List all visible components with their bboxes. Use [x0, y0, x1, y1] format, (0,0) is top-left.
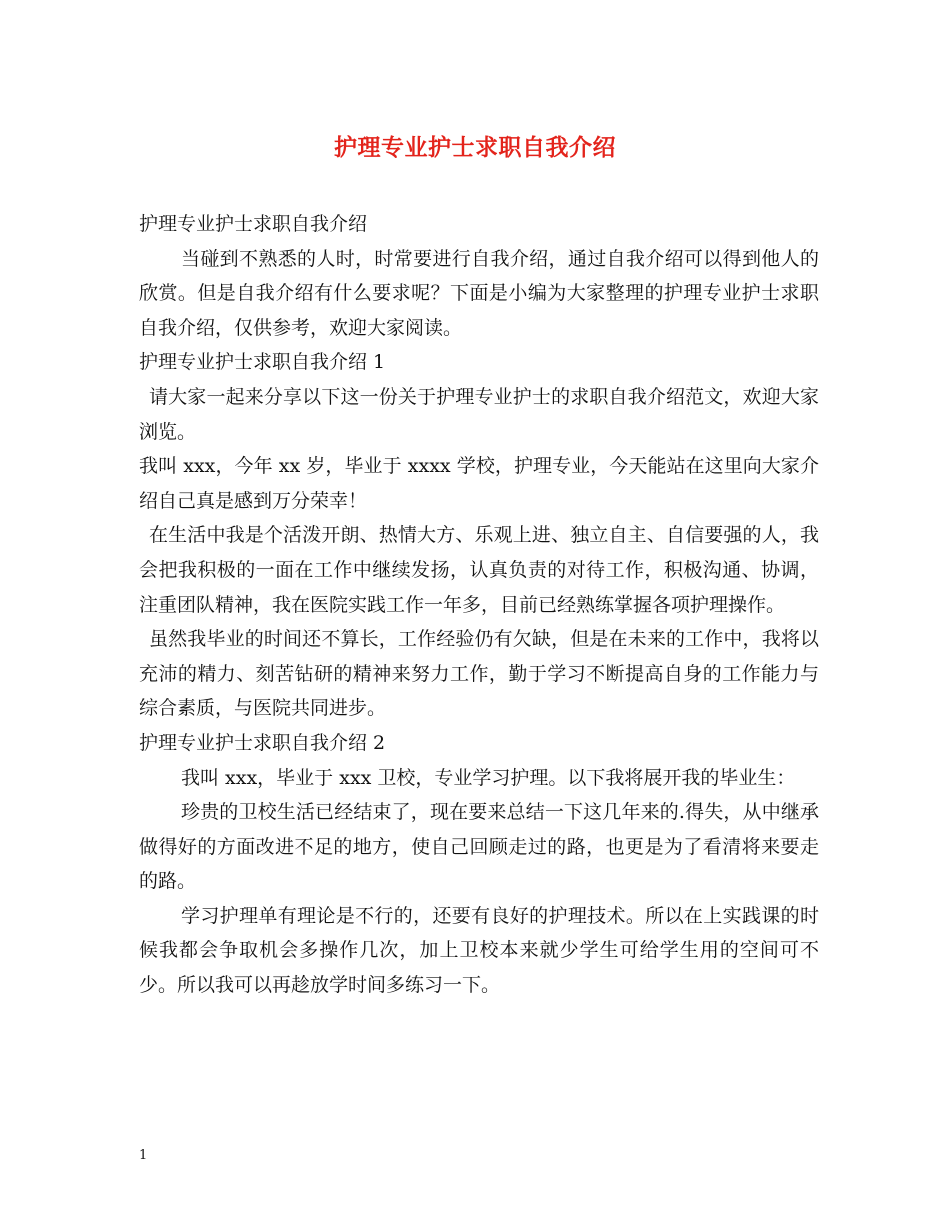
section-1-paragraph-1: 请大家一起来分享以下这一份关于护理专业护士的求职自我介绍范文，欢迎大家浏览。: [139, 385, 819, 443]
subtitle-heading: 护理专业护士求职自我介绍: [139, 213, 368, 235]
section-2-paragraph-2: 珍贵的卫校生活已经结束了，现在要来总结一下这几年来的.得失，从中继承做得好的方面改进不足的地方，使自己回顾走过的路，也更是为了看清将来要走的路。: [139, 801, 819, 893]
section-2-paragraph-1: 我叫 xxx，毕业于 xxx 卫校，专业学习护理。以下我将展开我的毕业生：: [181, 766, 796, 789]
section-1-paragraph-3: 在生活中我是个活泼开朗、热情大方、乐观上进、独立自主、自信要强的人，我会把我积极的一面在工作中继续发扬，认真负责的对待工作，积极沟通、协调，注重团队精神，我在医院实践工作一年多，目前已经熟练掌握各项护理操作。: [139, 524, 819, 616]
section-heading-1: 护理专业护士求职自我介绍 1: [139, 351, 386, 374]
section-1-paragraph-2: 我叫 xxx，今年 xx 岁，毕业于 xxxx 学校，护理专业，今天能站在这里向大家介绍自己真是感到万分荣幸！: [139, 455, 819, 512]
section-1-paragraph-4: 虽然我毕业的时间还不算长，工作经验仍有欠缺，但是在未来的工作中，我将以充沛的精力、刻苦钻研的精神来努力工作，勤于学习不断提高自身的工作能力与综合素质，与医院共同进步。: [139, 628, 819, 720]
document-body: [139, 207, 819, 1003]
page-number: 1: [139, 1148, 148, 1163]
section-2-paragraph-3: 学习护理单有理论是不行的，还要有良好的护理技术。所以在上实践课的时候我都会争取机会多操作几次，加上卫校本来就少学生可给学生用的空间可不少。所以我可以再趁放学时间多练习一下。: [139, 904, 819, 997]
section-heading-2: 护理专业护士求职自我介绍 2: [139, 731, 386, 754]
intro-paragraph: 当碰到不熟悉的人时，时常要进行自我介绍，通过自我介绍可以得到他人的欣赏。但是自我介绍有什么要求呢？下面是小编为大家整理的护理专业护士求职自我介绍，仅供参考，欢迎大家阅读。: [139, 247, 819, 339]
document-title: 护理专业护士求职自我介绍: [334, 134, 616, 161]
